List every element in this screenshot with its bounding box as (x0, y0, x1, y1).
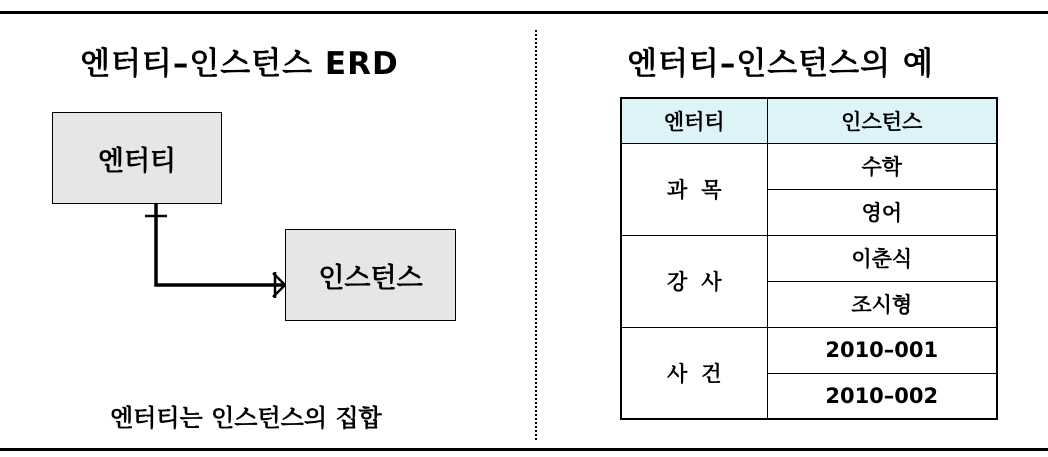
instance-label: 인스턴스 (318, 262, 423, 294)
table-row (621, 327, 997, 373)
bottom-rule (0, 448, 1048, 451)
header-instance: 인스턴스 (767, 98, 997, 143)
instance-cell: 2010–002 (767, 373, 997, 419)
instance-box (285, 229, 456, 321)
top-rule (0, 11, 1048, 14)
instance-cell: 영어 (767, 189, 997, 235)
erd-caption: 엔터티는 인스턴스의 집합 (110, 404, 382, 432)
table-row (621, 143, 997, 189)
entity-cell-subject: 과목 (621, 143, 767, 235)
instance-cell: 2010–001 (767, 327, 997, 373)
table-header-row (621, 98, 997, 143)
entity-label: 엔터티 (97, 145, 177, 177)
example-title: 엔터티–인스턴스의 예 (627, 46, 934, 82)
instance-table (620, 97, 998, 420)
erd-title: 엔터티–인스턴스 ERD (80, 46, 399, 82)
instance-cell: 수학 (767, 143, 997, 189)
entity-box (52, 112, 222, 204)
instance-cell: 이춘식 (767, 235, 997, 281)
entity-cell-case: 사건 (621, 327, 767, 419)
instance-cell: 조시형 (767, 281, 997, 327)
panel-divider (535, 30, 537, 440)
header-entity: 엔터티 (621, 98, 767, 143)
table-row (621, 235, 997, 281)
entity-cell-instructor: 강사 (621, 235, 767, 327)
